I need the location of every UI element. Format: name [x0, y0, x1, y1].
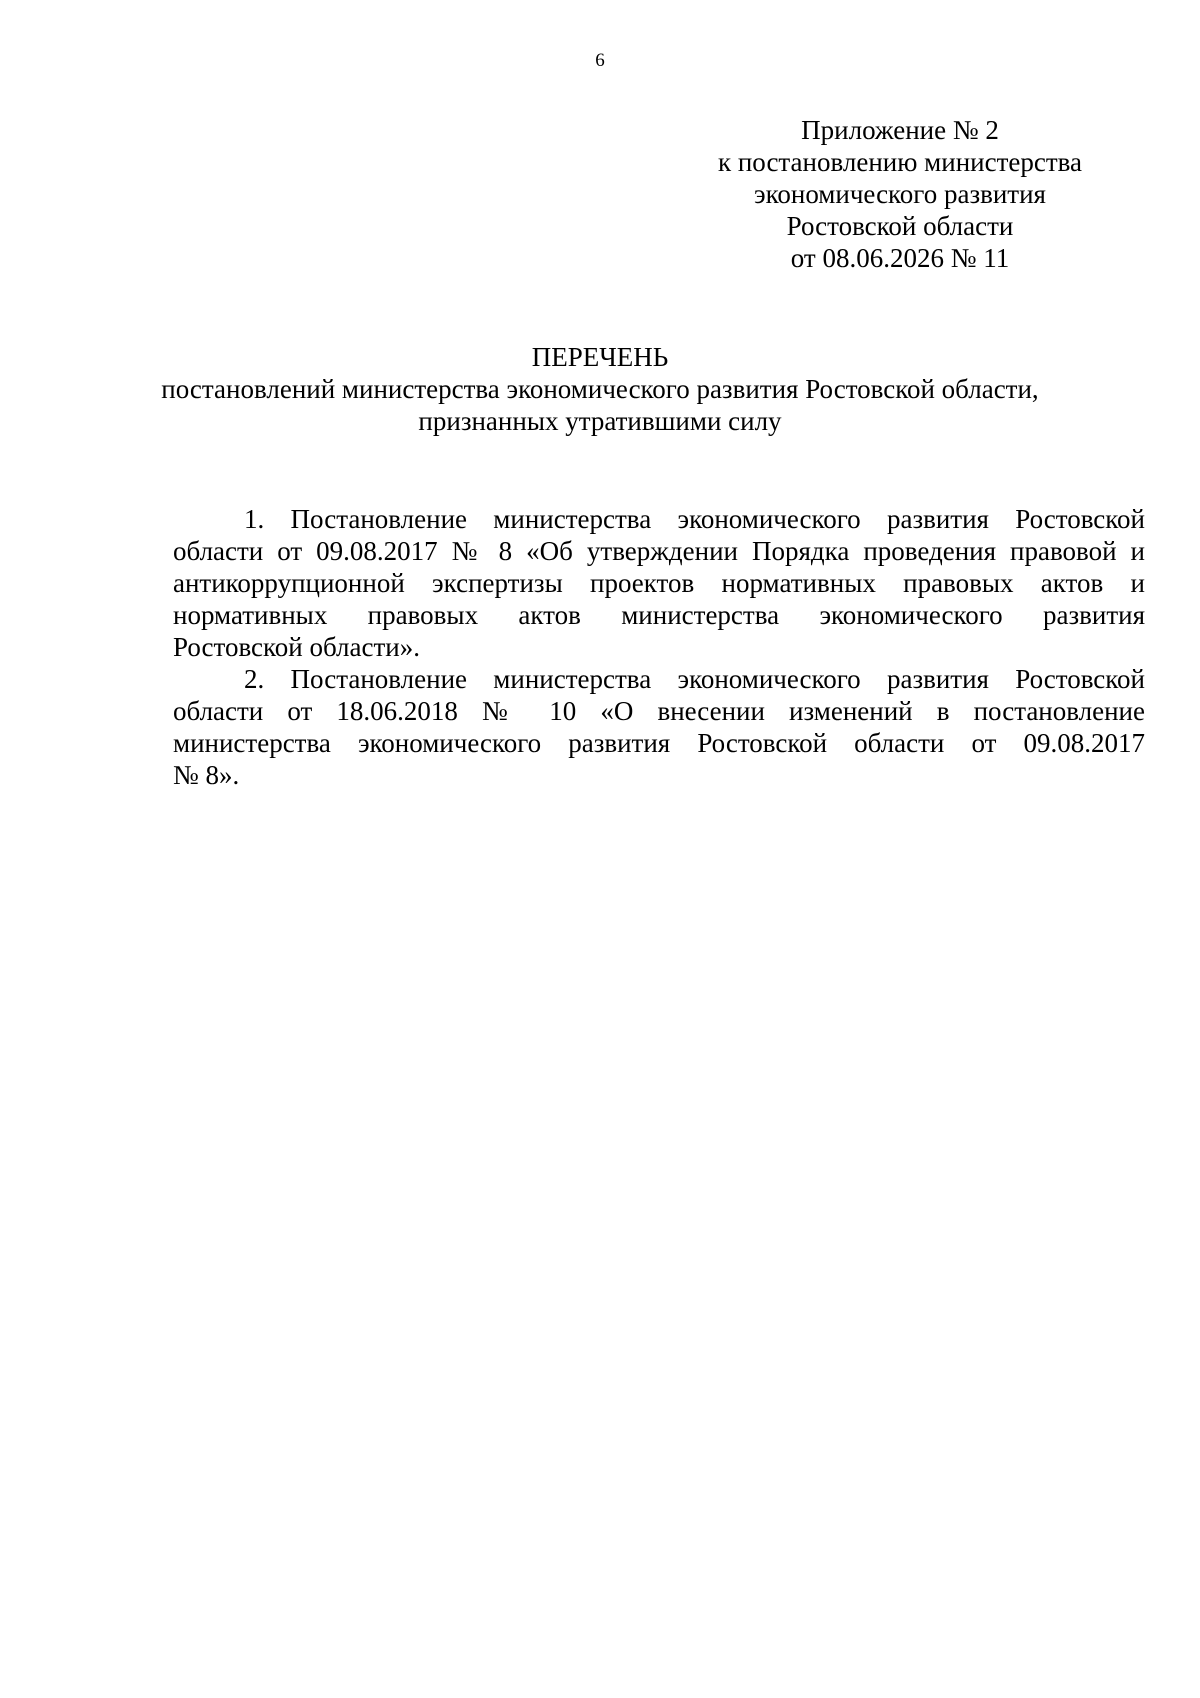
- list-item-line: области от 18.06.2018 № 10 «О внесении изменений в постановление: [173, 696, 1145, 726]
- appendix-region: Ростовской области: [786, 211, 1014, 241]
- document-body: [173, 503, 1145, 791]
- list-item: [173, 503, 1145, 663]
- list-item-line: 1. Постановление министерства экономического развития Ростовской: [244, 504, 1145, 534]
- page-number: 6: [595, 50, 605, 71]
- appendix-reference-cont: экономического развития: [754, 179, 1046, 209]
- appendix-date: от 08.06.2026 № 11: [790, 243, 1010, 273]
- document-title: [100, 341, 1100, 437]
- list-item-line: № 8».: [173, 760, 240, 790]
- appendix-header: [700, 114, 1100, 274]
- list-item-line: области от 09.08.2017 № 8 «Об утверждении Порядка проведения правовой и: [173, 536, 1145, 566]
- appendix-number: Приложение № 2: [801, 115, 999, 145]
- list-item-line: Ростовской области».: [173, 632, 420, 662]
- appendix-reference: к постановлению министерства: [717, 147, 1083, 177]
- list-item-line: нормативных правовых актов министерства экономического развития: [173, 600, 1145, 630]
- title-subtitle: постановлений министерства экономического развития Ростовской области,: [161, 374, 1039, 404]
- list-item-line: антикоррупционной экспертизы проектов нормативных правовых актов и: [173, 568, 1145, 598]
- title-subtitle-cont: признанных утратившими силу: [418, 406, 782, 436]
- list-item-line: министерства экономического развития Ростовской области от 09.08.2017: [173, 728, 1145, 758]
- list-item: [173, 663, 1145, 791]
- title-heading: ПЕРЕЧЕНЬ: [531, 342, 669, 372]
- list-item-line: 2. Постановление министерства экономического развития Ростовской: [244, 664, 1145, 694]
